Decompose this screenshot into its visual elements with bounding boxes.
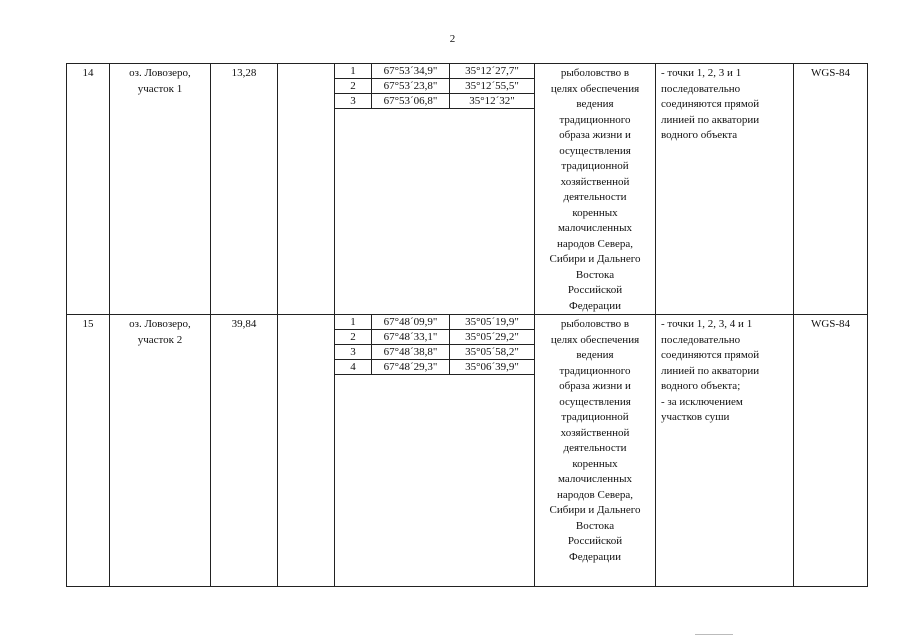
- coordinate-row: [335, 345, 534, 360]
- empty-cell: [278, 64, 335, 315]
- table-row-15: [67, 315, 868, 587]
- point-number: 4: [335, 360, 372, 375]
- coordinates-table: [335, 315, 534, 375]
- page-number: 2: [449, 33, 456, 45]
- coordinate-row: [335, 79, 534, 94]
- point-number: 3: [335, 345, 372, 360]
- coordinate-row: [335, 94, 534, 109]
- purpose: рыболовство в целях обеспечения ведения традиционного образа жизни и осуществления традиционной хозяйственной деятельности коренных малочисленных народов Севера, Сибири и Дальнего Востока Российской Федерации: [535, 64, 656, 315]
- longitude: 35°06´39,9": [450, 360, 535, 375]
- coordinate-row: [335, 330, 534, 345]
- boundary-description: - точки 1, 2, 3, 4 и 1 последовательно соединяются прямой линией по акватории водного объекта; - за исключением участков суши: [656, 315, 794, 587]
- latitude: 67°53´06,8": [372, 94, 450, 109]
- point-number: 2: [335, 330, 372, 345]
- latitude: 67°53´23,8": [372, 79, 450, 94]
- coordinate-system: WGS-84: [794, 315, 868, 587]
- point-number: 3: [335, 94, 372, 109]
- table-row-14: [67, 64, 868, 315]
- point-number: 2: [335, 79, 372, 94]
- point-number: 1: [335, 315, 372, 330]
- longitude: 35°05´29,2": [450, 330, 535, 345]
- area-name: оз. Ловозеро, участок 2: [110, 315, 211, 587]
- row-number: 15: [67, 315, 110, 587]
- area-size: 13,28: [211, 64, 278, 315]
- purpose: рыболовство в целях обеспечения ведения традиционного образа жизни и осуществления традиционной хозяйственной деятельности коренных малочисленных народов Севера, Сибири и Дальнего Востока Российской Федерации: [535, 315, 656, 587]
- fishing-areas-table: [66, 63, 868, 587]
- latitude: 67°48´38,8": [372, 345, 450, 360]
- coordinate-row: [335, 64, 534, 79]
- latitude: 67°48´29,3": [372, 360, 450, 375]
- longitude: 35°05´19,9": [450, 315, 535, 330]
- longitude: 35°12´27,7": [450, 64, 535, 79]
- latitude: 67°53´34,9": [372, 64, 450, 79]
- row-number: 14: [67, 64, 110, 315]
- point-number: 1: [335, 64, 372, 79]
- longitude: 35°12´32": [450, 94, 535, 109]
- empty-cell: [278, 315, 335, 587]
- longitude: 35°05´58,2": [450, 345, 535, 360]
- longitude: 35°12´55,5": [450, 79, 535, 94]
- coordinate-row: [335, 360, 534, 375]
- latitude: 67°48´09,9": [372, 315, 450, 330]
- area-name: оз. Ловозеро, участок 1: [110, 64, 211, 315]
- coordinate-system: WGS-84: [794, 64, 868, 315]
- scan-mark: [695, 634, 733, 635]
- coordinates-cell: [335, 64, 535, 315]
- coordinates-table: [335, 64, 534, 109]
- latitude: 67°48´33,1": [372, 330, 450, 345]
- area-size: 39,84: [211, 315, 278, 587]
- coordinate-row: [335, 315, 534, 330]
- boundary-description: - точки 1, 2, 3 и 1 последовательно соединяются прямой линией по акватории водного объекта: [656, 64, 794, 315]
- coordinates-cell: [335, 315, 535, 587]
